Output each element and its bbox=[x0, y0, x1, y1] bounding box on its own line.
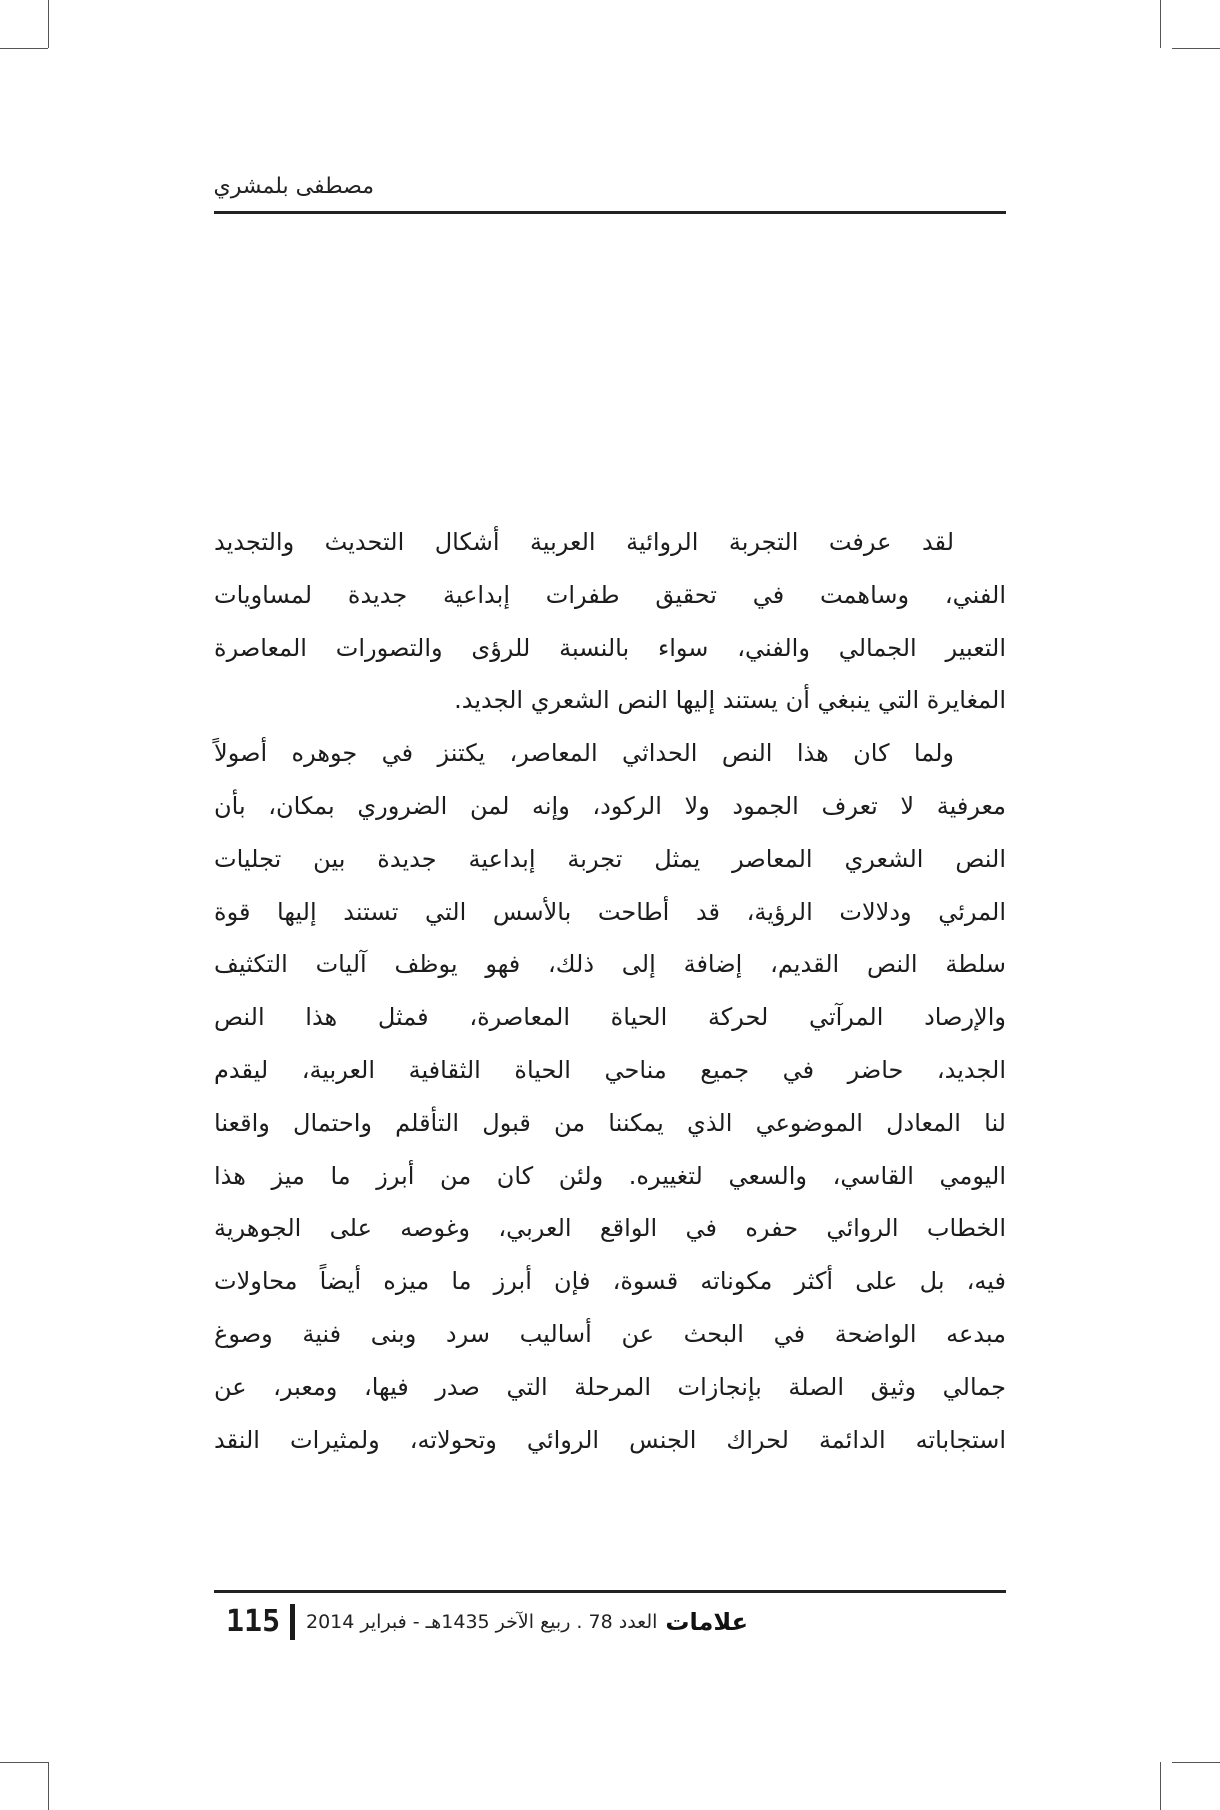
crop-mark bbox=[1172, 48, 1220, 49]
text-line: الفني، وساهمت في تحقيق طفرات إبداعية جديدة لمساويات bbox=[214, 580, 1006, 609]
author-name: مصطفى بلمشري bbox=[213, 174, 374, 199]
footer-rule bbox=[214, 1590, 1006, 1593]
text-line: النص الشعري المعاصر يمثل تجربة إبداعية جديدة بين تجليات bbox=[214, 844, 1006, 873]
running-header bbox=[214, 170, 1006, 214]
text-line: معرفية لا تعرف الجمود ولا الركود، وإنه لمن الضروري بمكان، بأن bbox=[214, 791, 1006, 820]
text-line: ولما كان هذا النص الحداثي المعاصر، يكتنز في جوهره أصولاً bbox=[214, 739, 954, 768]
crop-mark bbox=[1160, 0, 1161, 48]
crop-mark bbox=[1160, 1762, 1161, 1810]
crop-mark bbox=[48, 0, 49, 48]
text-line: جمالي وثيق الصلة بإنجازات المرحلة التي صدر فيها، ومعبر، عن bbox=[214, 1372, 1006, 1401]
text-line: التعبير الجمالي والفني، سواء بالنسبة للرؤى والتصورات المعاصرة bbox=[214, 633, 1006, 662]
text-line: اليومي القاسي، والسعي لتغييره. ولئن كان من أبرز ما ميز هذا bbox=[214, 1161, 1006, 1190]
text-line: فيه، بل على أكثر مكوناته قسوة، فإن أبرز ما ميزه أيضاً محاولات bbox=[214, 1267, 1006, 1296]
paragraph-2 bbox=[214, 727, 1006, 1466]
text-line: الجديد، حاضر في جميع مناحي الحياة الثقافية العربية، ليقدم bbox=[214, 1055, 1006, 1084]
header-rule bbox=[214, 211, 1006, 214]
page-number: 115 bbox=[226, 1604, 281, 1639]
text-line: المغايرة التي ينبغي أن يستند إليها النص الشعري الجديد. bbox=[454, 686, 1006, 715]
footer-separator bbox=[290, 1604, 295, 1640]
text-line: مبدعه الواضحة في البحث عن أساليب سرد وبنى فنية وصوغ bbox=[214, 1319, 1006, 1348]
text-line: والإرصاد المرآتي لحركة الحياة المعاصرة، فمثل هذا النص bbox=[214, 1003, 1006, 1032]
crop-mark bbox=[1172, 1762, 1220, 1763]
text-line: لنا المعادل الموضوعي الذي يمكننا من قبول التأقلم واحتمال واقعنا bbox=[214, 1108, 1006, 1137]
crop-mark bbox=[0, 1762, 48, 1763]
page-footer bbox=[214, 1590, 1006, 1650]
paragraph-1 bbox=[214, 516, 1006, 727]
crop-mark bbox=[0, 48, 48, 49]
journal-logo: علامات bbox=[665, 1608, 749, 1636]
issue-info: العدد 78 . ربيع الآخر 1435هـ - فبراير 2014 bbox=[306, 1611, 658, 1633]
text-line: لقد عرفت التجربة الروائية العربية أشكال التحديث والتجديد bbox=[214, 528, 954, 556]
journal-info bbox=[306, 1600, 748, 1644]
crop-mark bbox=[48, 1762, 49, 1810]
text-line: استجاباته الدائمة لحراك الجنس الروائي وتحولاته، ولمثيرات النقد bbox=[214, 1425, 1006, 1454]
text-line: سلطة النص القديم، إضافة إلى ذلك، فهو يوظف آليات التكثيف bbox=[214, 950, 1006, 979]
text-line: الخطاب الروائي حفره في الواقع العربي، وغوصه على الجوهرية bbox=[214, 1214, 1006, 1243]
article-body bbox=[214, 516, 1006, 1466]
text-line: المرئي ودلالات الرؤية، قد أطاحت بالأسس التي تستند إليها قوة bbox=[214, 897, 1006, 926]
